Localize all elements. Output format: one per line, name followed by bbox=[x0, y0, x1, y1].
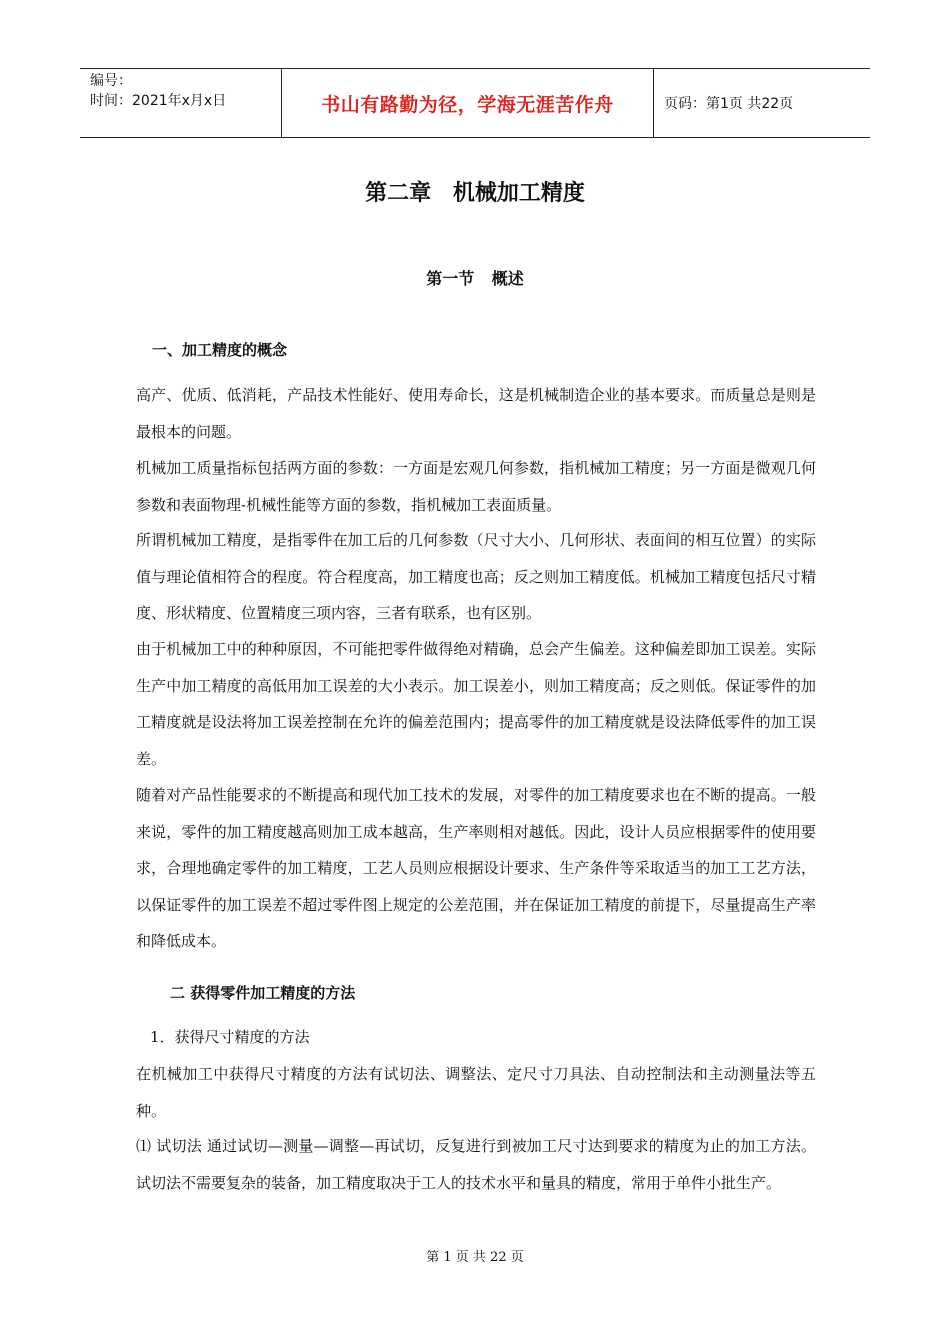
paragraph: 随着对产品性能要求的不断提高和现代加工技术的发展，对零件的加工精度要求也在不断的提高。一般来说，零件的加工精度越高则加工成本越高，生产率则相对越低。因此，设计人员应根据零件的使用要求，合理地确定零件的加工精度，工艺人员则应根据设计要求、生产条件等采取适当的加工工艺方法，以保证零件的加工误差不超过零件图上规定的公差范围，并在保证加工精度的前提下，尽量提高生产率和降低成本。 bbox=[136, 786, 816, 950]
chapter-title: 第二章 机械加工精度 bbox=[365, 181, 585, 206]
heading-concept: 一、加工精度的概念 bbox=[152, 341, 288, 359]
paragraph: ⑴ 试切法 通过试切—测量—调整—再试切，反复进行到被加工尺寸达到要求的精度为止的加工方法。试切法不需要复杂的装备，加工精度取决于工人的技术水平和量具的精度，常用于单件小批生产。 bbox=[136, 1137, 816, 1192]
paragraph: 在机械加工中获得尺寸精度的方法有试切法、调整法、定尺寸刀具法、自动控制法和主动测量法等五种。 bbox=[136, 1065, 816, 1120]
paragraph: 所谓机械加工精度，是指零件在加工后的几何参数（尺寸大小、几何形状、表面间的相互位置）的实际值与理论值相符合的程度。符合程度高，加工精度也高；反之则加工精度低。机械加工精度包括尺寸精度、形状精度、位置精度三项内容，三者有联系，也有区别。 bbox=[136, 531, 816, 622]
paragraph: 机械加工质量指标包括两方面的参数：一方面是宏观几何参数，指机械加工精度；另一方面是微观几何参数和表面物理-机械性能等方面的参数，指机械加工表面质量。 bbox=[136, 459, 816, 514]
header-motto: 书山有路勤为径，学海无涯苦作舟 bbox=[282, 69, 654, 137]
time-label: 时间：2021年x月x日 bbox=[90, 93, 227, 109]
heading-methods: 二 获得零件加工精度的方法 bbox=[170, 984, 356, 1002]
subheading-size-accuracy: 1．获得尺寸精度的方法 bbox=[150, 1028, 310, 1046]
page-footer: 第 1 页 共 22 页 bbox=[426, 1250, 524, 1265]
header-page-info: 页码：第1页 共22页 bbox=[664, 96, 794, 112]
page-header bbox=[80, 68, 870, 138]
paragraph: 由于机械加工中的种种原因，不可能把零件做得绝对精确，总会产生偏差。这种偏差即加工误差。实际生产中加工精度的高低用加工误差的大小表示。加工误差小，则加工精度高；反之则低。保证零件的加工精度就是设法将加工误差控制在允许的偏差范围内；提高零件的加工精度就是设法降低零件的加工误差。 bbox=[136, 640, 816, 768]
header-meta bbox=[80, 69, 282, 137]
number-label: 编号： bbox=[90, 73, 132, 89]
paragraph: 高产、优质、低消耗，产品技术性能好、使用寿命长，这是机械制造企业的基本要求。而质量总是则是最根本的问题。 bbox=[136, 386, 816, 441]
section-title: 第一节 概述 bbox=[426, 269, 524, 288]
